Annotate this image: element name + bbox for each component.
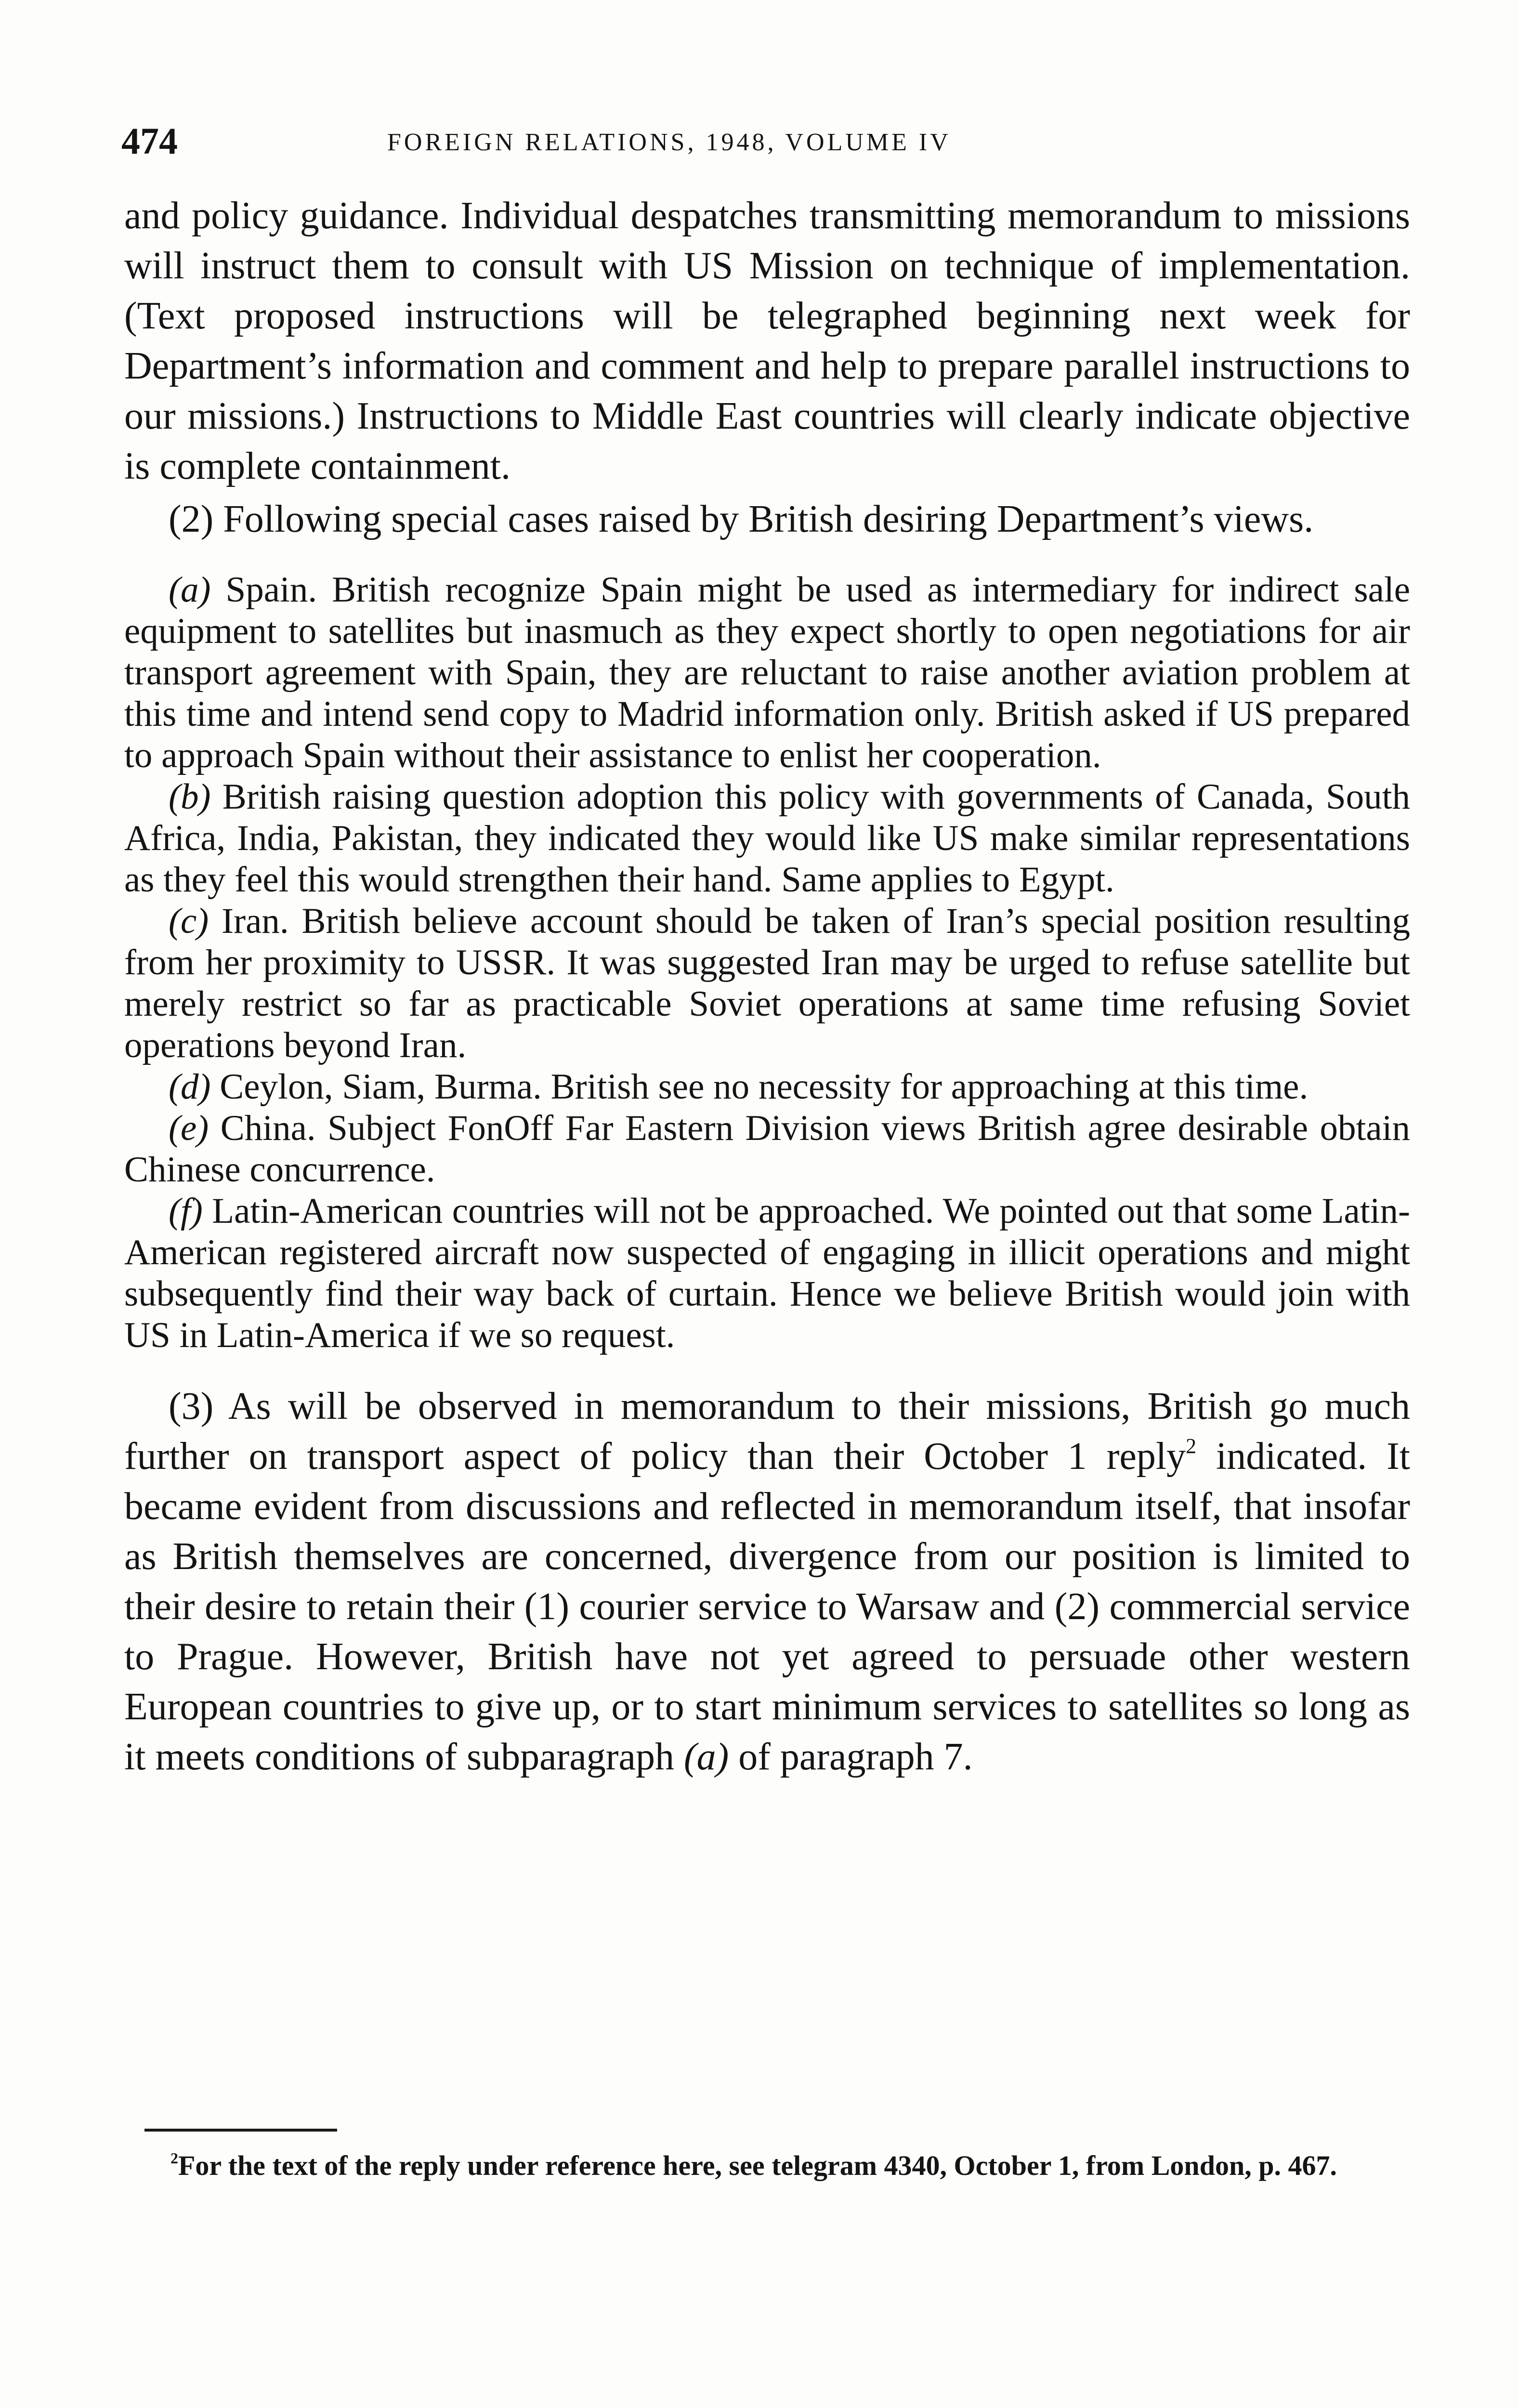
body-text	[124, 191, 1410, 1782]
page-header	[121, 119, 1412, 163]
subparagraph-d	[124, 1066, 1410, 1108]
subparagraph-c-text: Iran. British believe account should be taken of Iran’s special position resulting from her proximity to USSR. It was suggested Iran may be urged to refuse satellite but merely restrict so far as practicable Soviet operations at same time refusing Soviet operations beyond Iran.	[124, 901, 1410, 1065]
subparagraph-e-text: China. Subject FonOff Far Eastern Division views British agree desirable obtain Chinese concurrence.	[124, 1108, 1410, 1190]
subparagraph-a-text: Spain. British recognize Spain might be used as intermediary for indirect sale equipment to satellites but inasmuch as they expect shortly to open negotiations for air transport agreement with Spain, they are reluctant to raise another aviation problem at this time and intend send copy to Madrid information only. British asked if US prepared to approach Spain without their assistance to enlist her cooperation.	[124, 570, 1410, 775]
paragraph-3	[124, 1381, 1410, 1782]
subparagraph-f	[124, 1191, 1410, 1356]
subparagraph-e	[124, 1108, 1410, 1191]
subparagraph-f-label: (f)	[169, 1191, 203, 1231]
page-number: 474	[121, 120, 178, 162]
paragraph-3-text-start: (3) As will be observed in memorandum to their missions, British go much further on transport aspect of policy than their October 1 reply	[124, 1385, 1410, 1478]
subparagraph-b	[124, 776, 1410, 901]
subparagraph-d-label: (d)	[169, 1067, 211, 1107]
paragraph-3-text-middle: indicated. It became evident from discussions and reflected in memorandum itself, that insofar as British themselves are concerned, divergence from our position is limited to their desire to retain their (1) courier service to Warsaw and (2) commercial service to Prague. However, British have not yet agreed to persuade other western European countries to give up, or to start minimum services to satellites so long as it meets conditions of subparagraph	[124, 1435, 1410, 1778]
footnote-divider	[144, 2129, 337, 2132]
paragraph-2: (2) Following special cases raised by British desiring Department’s views.	[169, 498, 1314, 540]
paragraph-continuation: and policy guidance. Individual despatches transmitting memorandum to missions will instruct them to consult with US Mission on technique of implementation. (Text proposed instructions will be telegraphed beginning next week for Department’s information and comment and help to prepare parallel instructions to our missions.) Instructions to Middle East countries will clearly indicate objective is complete containment.	[124, 195, 1410, 487]
footnote	[124, 2147, 1410, 2185]
running-head: FOREIGN RELATIONS, 1948, VOLUME IV	[387, 129, 951, 156]
subparagraph-b-text: British raising question adoption this policy with governments of Canada, South Africa, India, Pakistan, they indicated they would like US make similar representations as they feel this would strengthen their hand. Same applies to Egypt.	[124, 777, 1410, 900]
footnote-text: For the text of the reply under reference here, see telegram 4340, October 1, from London, p. 467.	[178, 2150, 1337, 2181]
subparagraph-b-label: (b)	[169, 777, 211, 817]
footnote-marker: 2	[170, 2150, 178, 2167]
subparagraph-e-label: (e)	[169, 1108, 209, 1148]
subparagraph-a	[124, 569, 1410, 776]
paragraph-3-subparagraph-label: (a)	[683, 1736, 729, 1778]
paragraph-3-text-end: of paragraph 7.	[729, 1736, 973, 1778]
subparagraph-list	[124, 569, 1410, 1356]
subparagraph-c	[124, 901, 1410, 1066]
subparagraph-f-text: Latin-American countries will not be approached. We pointed out that some Latin-American registered aircraft now suspected of engaging in illicit operations and might subsequently find their way back of curtain. Hence we believe British would join with US in Latin-America if we so request.	[124, 1191, 1410, 1355]
subparagraph-c-label: (c)	[169, 901, 209, 941]
subparagraph-a-label: (a)	[169, 570, 211, 610]
footnote-reference: 2	[1186, 1434, 1197, 1458]
subparagraph-d-text: Ceylon, Siam, Burma. British see no necessity for approaching at this time.	[210, 1067, 1309, 1107]
